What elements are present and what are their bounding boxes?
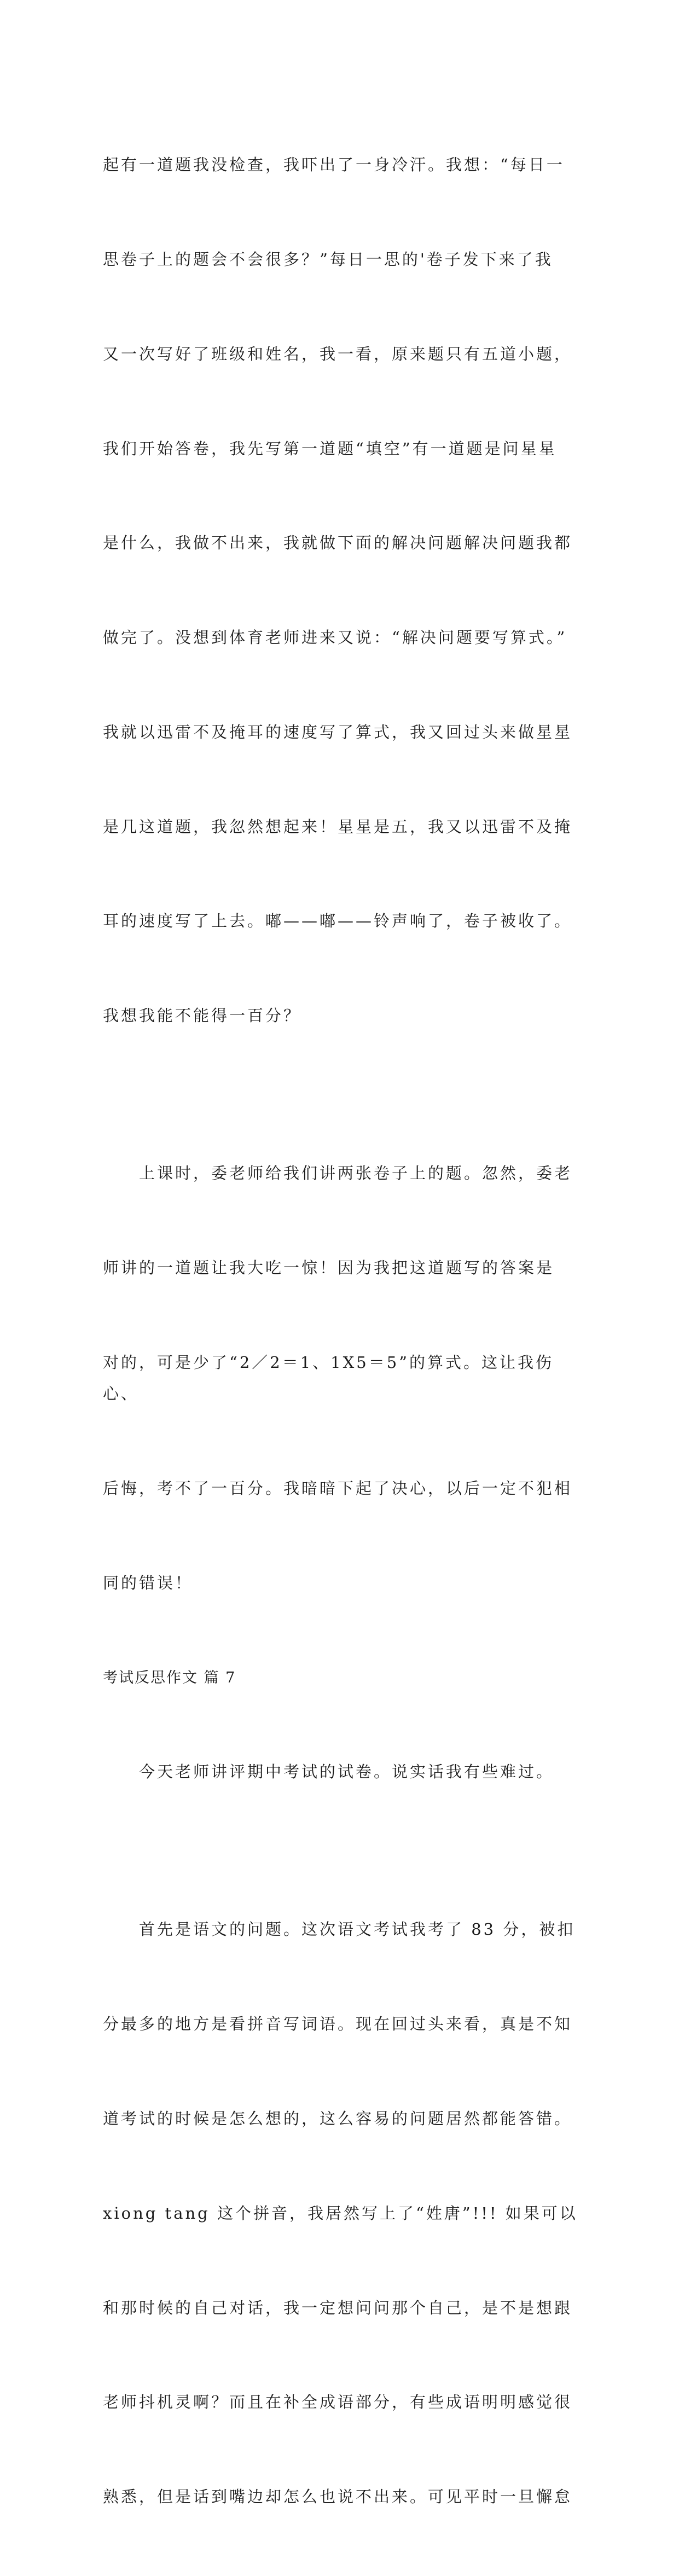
text-line: 和那时候的自己对话，我一定想问问那个自己，是不是想跟 — [103, 2298, 573, 2317]
text-line: 做完了。没想到体育老师进来又说：“解决问题要写算式。” — [103, 628, 567, 647]
text-line: 老师抖机灵啊？而且在补全成语部分，有些成语明明感觉很 — [103, 2393, 573, 2412]
text-line: 道考试的时候是怎么想的，这么容易的问题居然都能答错。 — [103, 2109, 573, 2128]
text-line: 师讲的一道题让我大吃一惊！因为我把这道题写的答案是 — [103, 1258, 555, 1277]
text-line: 同的错误！ — [103, 1573, 194, 1592]
text-line: 对的，可是少了“2／2＝1、1X5＝5”的算式。这让我伤心、 — [103, 1353, 554, 1403]
section-title: 考试反思作文 篇 7 — [103, 1669, 236, 1686]
text-line: xiong tang 这个拼音，我居然写上了“姓唐”!!! 如果可以 — [103, 2203, 578, 2223]
paragraph — [103, 1693, 584, 1851]
text-line: 思卷子上的题会不会很多？”每日一思的'卷子发下来了我 — [103, 250, 553, 269]
text-line: 耳的速度写了上去。嘟——嘟——铃声响了，卷子被收了。 — [103, 912, 573, 931]
text-line: 熟悉，但是话到嘴边却怎么也说不出来。可见平时一旦懈怠 — [103, 2487, 573, 2507]
text-line: 我就以迅雷不及掩耳的速度写了算式，我又回过头来做星星 — [103, 722, 573, 741]
paragraph — [103, 1851, 584, 2576]
text-line: 首先是语文的问题。这次语文考试我考了 83 分，被扣 — [139, 1920, 576, 1939]
text-line: 我想我能不能得一百分？ — [103, 1006, 302, 1025]
text-line: 上课时，委老师给我们讲两张卷子上的题。忽然，委老 — [139, 1164, 573, 1183]
text-line: 起有一道题我没检查，我吓出了一身冷汗。我想：“每日一 — [103, 155, 565, 175]
text-line: 又一次写好了班级和姓名，我一看，原来题只有五道小题， — [103, 344, 573, 363]
text-line: 是什么，我做不出来，我就做下面的解决问题解决问题我都 — [103, 533, 573, 553]
text-line: 后悔，考不了一百分。我暗暗下起了决心，以后一定不犯相 — [103, 1479, 573, 1498]
text-line: 是几这道题，我忽然想起来！星星是五，我又以迅雷不及掩 — [103, 817, 573, 836]
paragraph — [103, 86, 584, 1095]
text-line: 分最多的地方是看拼音写词语。现在回过头来看，真是不知 — [103, 2015, 573, 2034]
document-body — [103, 86, 584, 2576]
paragraph — [103, 1095, 584, 1662]
text-line: 我们开始答卷，我先写第一道题“填空”有一道题是问星星 — [103, 439, 557, 458]
text-line: 今天老师讲评期中考试的试卷。说实话我有些难过。 — [139, 1762, 555, 1782]
